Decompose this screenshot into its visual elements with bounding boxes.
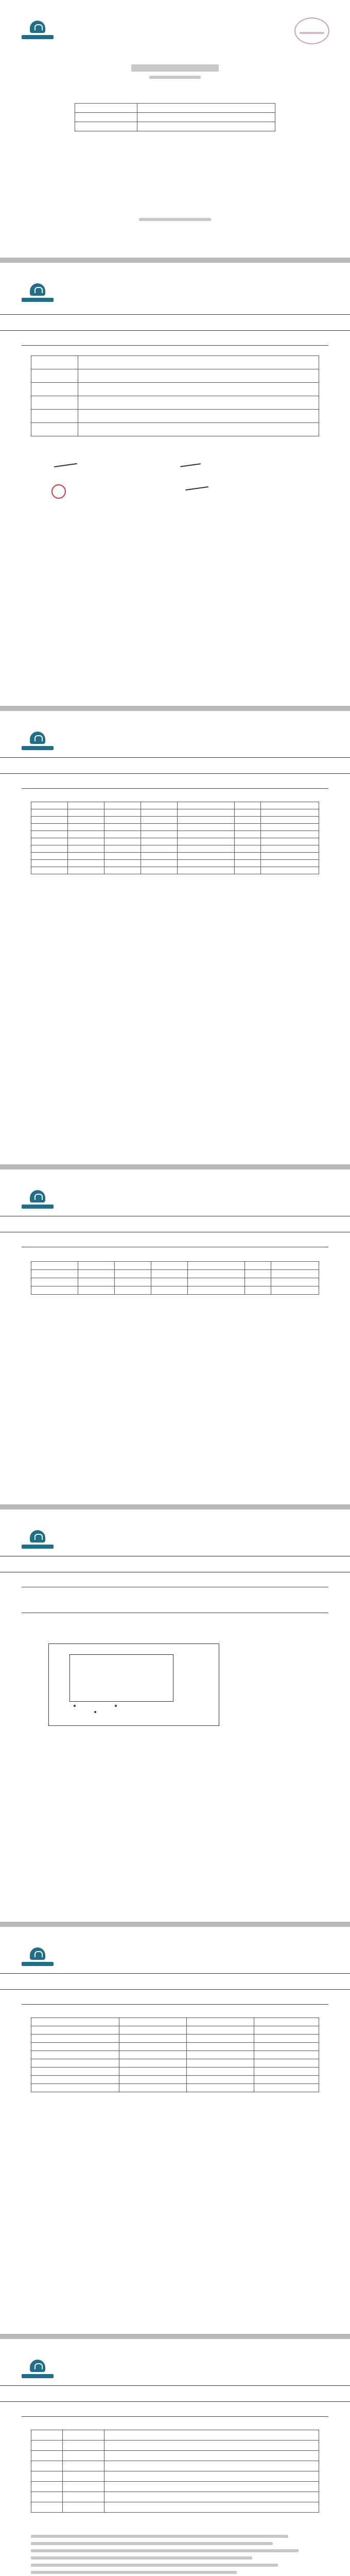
company-logo [22, 1530, 54, 1552]
header-rule [22, 2004, 328, 2005]
report-page-sampling-diagram [0, 1510, 350, 1922]
statement-line [31, 2535, 288, 2538]
header-rule [22, 345, 328, 346]
page-heading-block [0, 1216, 350, 1232]
page-heading-block [0, 757, 350, 774]
statement-line [31, 2549, 299, 2552]
sampling-point [74, 1705, 76, 1707]
company-logo [22, 2360, 54, 2381]
report-page-results-2 [0, 1170, 350, 1504]
report-page-results [0, 711, 350, 1164]
sampling-point [94, 1711, 96, 1713]
page-heading-block [0, 1973, 350, 1990]
statement-line [31, 2556, 252, 2560]
company-stamp [51, 484, 66, 499]
company-logo [22, 1947, 54, 1969]
sampling-point [115, 1705, 117, 1707]
summary-table [31, 355, 319, 436]
results-table [31, 802, 319, 874]
cover-info-table [75, 103, 275, 131]
page-heading-block [0, 2385, 350, 2402]
page-heading-block [0, 1556, 350, 1572]
report-page-cover [0, 0, 350, 258]
statement-line [31, 2564, 278, 2567]
statement-line [31, 2542, 273, 2545]
page-heading-block [0, 314, 350, 331]
report-page-summary [0, 263, 350, 706]
issuing-company [139, 218, 211, 221]
company-logo [22, 21, 54, 42]
report-page-methods [0, 2339, 350, 2576]
accreditation-seal [294, 18, 329, 44]
company-logo [22, 1190, 54, 1212]
signature-line [180, 463, 201, 467]
map-building-outline [69, 1654, 173, 1702]
signature-line [54, 463, 77, 467]
report-title-english [149, 76, 201, 79]
company-logo [22, 283, 54, 305]
sampling-layout-map [48, 1643, 219, 1726]
header-rule [22, 788, 328, 789]
statement-line [31, 2571, 237, 2574]
report-title [131, 64, 219, 72]
equipment-table [31, 2018, 319, 2092]
header-rule [22, 2416, 328, 2417]
results-table-2 [31, 1261, 319, 1295]
signature-line [185, 486, 208, 490]
company-logo [22, 732, 54, 753]
methods-table [31, 2430, 319, 2513]
report-page-equipment [0, 1927, 350, 2334]
